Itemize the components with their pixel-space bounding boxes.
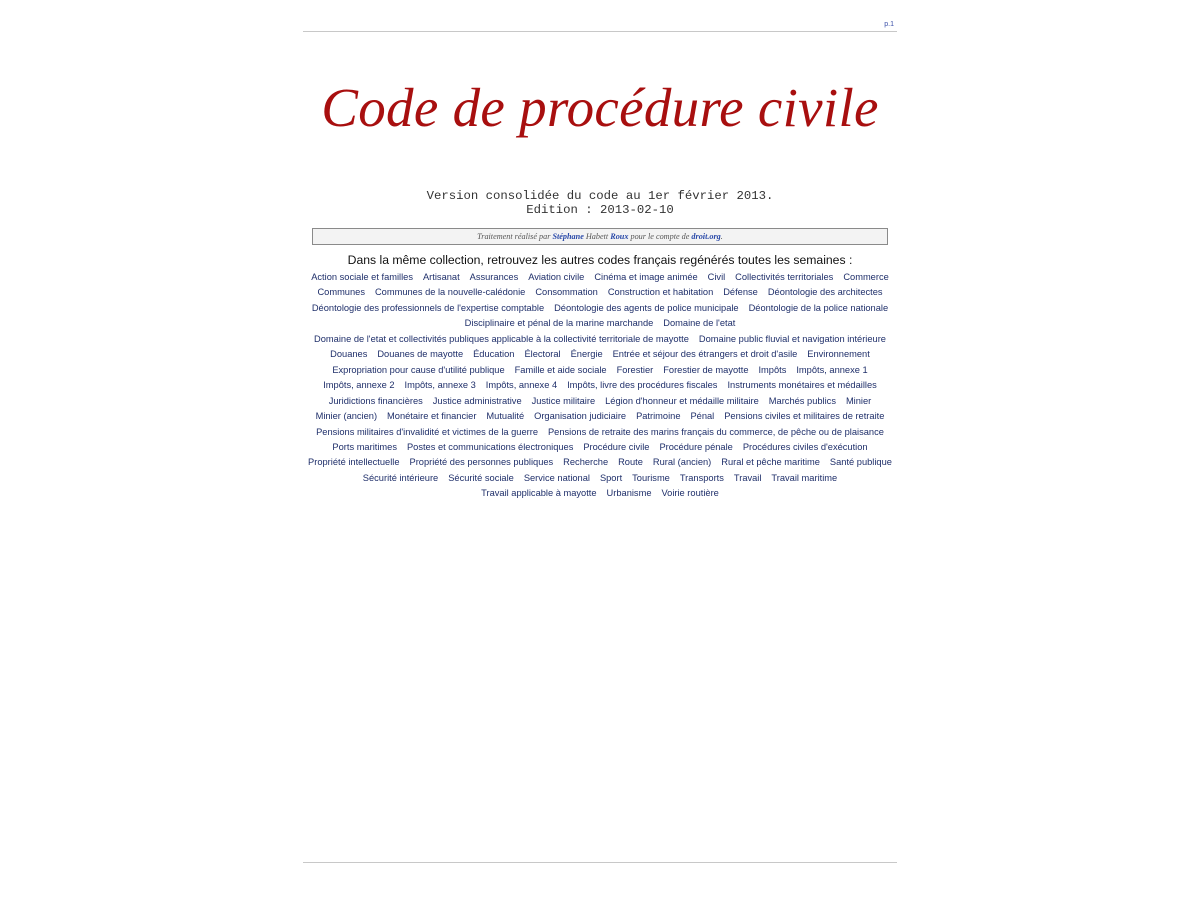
code-link[interactable]: Travail xyxy=(733,472,762,483)
credit-prefix: Traitement réalisé par xyxy=(477,232,551,241)
code-link[interactable]: Recherche xyxy=(563,457,609,468)
author-last-link[interactable]: Roux xyxy=(610,232,629,241)
code-link[interactable]: Impôts, annexe 1 xyxy=(796,364,868,375)
code-link[interactable]: Instruments monétaires et médailles xyxy=(727,380,877,391)
code-link[interactable]: Sport xyxy=(599,472,623,483)
edition-line: Edition : 2013-02-10 xyxy=(526,203,674,217)
site-link[interactable]: droit.org xyxy=(691,232,721,241)
collection-heading: Dans la même collection, retrouvez les autres codes français regénérés toutes les semaines : xyxy=(347,253,853,267)
code-link[interactable]: Pensions militaires d'invalidité et victimes de la guerre xyxy=(316,426,539,437)
code-link[interactable]: Famille et aide sociale xyxy=(514,364,607,375)
code-link[interactable]: Travail maritime xyxy=(771,472,838,483)
code-link[interactable]: Minier (ancien) xyxy=(315,411,378,422)
code-link[interactable]: Électoral xyxy=(524,349,561,360)
code-link[interactable]: Déontologie des agents de police municipale xyxy=(554,302,739,313)
version-line: Version consolidée du code au 1er février 2013. xyxy=(426,189,774,203)
code-link[interactable]: Action sociale et familles xyxy=(311,272,413,282)
code-link[interactable]: Impôts, livre des procédures fiscales xyxy=(567,380,718,391)
code-link[interactable]: Mutualité xyxy=(486,411,525,422)
code-link[interactable]: Pénal xyxy=(690,411,715,422)
code-link[interactable]: Civil xyxy=(707,272,726,282)
code-link[interactable]: Organisation judiciaire xyxy=(534,411,627,422)
code-link[interactable]: Impôts, annexe 2 xyxy=(323,380,395,391)
code-link[interactable]: Impôts xyxy=(758,364,787,375)
code-link[interactable]: Monétaire et financier xyxy=(387,411,477,422)
code-link[interactable]: Commerce xyxy=(843,272,889,282)
code-link[interactable]: Collectivités territoriales xyxy=(735,272,834,282)
code-link[interactable]: Construction et habitation xyxy=(607,287,714,298)
code-link[interactable]: Consommation xyxy=(535,287,598,298)
footer-rule xyxy=(303,862,897,863)
code-link[interactable]: Cinéma et image animée xyxy=(594,272,698,282)
code-link[interactable]: Sécurité intérieure xyxy=(362,472,439,483)
code-link[interactable]: Impôts, annexe 3 xyxy=(404,380,476,391)
code-list xyxy=(303,270,897,502)
code-link[interactable]: Domaine de l'etat xyxy=(663,318,736,329)
code-link[interactable]: Propriété intellectuelle xyxy=(308,457,400,468)
code-link[interactable]: Douanes xyxy=(330,349,368,360)
code-link[interactable]: Forestier xyxy=(616,364,654,375)
code-link[interactable]: Sécurité sociale xyxy=(448,472,514,483)
code-link[interactable]: Domaine public fluvial et navigation intérieure xyxy=(698,333,886,344)
header-rule xyxy=(303,31,897,32)
code-link[interactable]: Éducation xyxy=(473,349,515,360)
author-first-link[interactable]: Stéphane xyxy=(552,232,584,241)
code-link[interactable]: Voirie routière xyxy=(661,488,719,499)
code-link[interactable]: Travail applicable à mayotte xyxy=(481,488,597,499)
code-link[interactable]: Artisanat xyxy=(422,272,460,282)
code-link[interactable]: Légion d'honneur et médaille militaire xyxy=(605,395,759,406)
code-link[interactable]: Propriété des personnes publiques xyxy=(409,457,554,468)
document-title: Code de procédure civile xyxy=(321,77,879,138)
code-link[interactable]: Douanes de mayotte xyxy=(377,349,464,360)
page-number: p.1 xyxy=(884,21,894,28)
code-link[interactable]: Marchés publics xyxy=(768,395,836,406)
version-block xyxy=(303,189,897,217)
code-link[interactable]: Environnement xyxy=(807,349,870,360)
code-link[interactable]: Forestier de mayotte xyxy=(663,364,749,375)
author-middle: Habett xyxy=(585,232,609,241)
code-link[interactable]: Route xyxy=(618,457,643,468)
code-link[interactable]: Tourisme xyxy=(632,472,670,483)
credit-suffix: . xyxy=(720,232,723,241)
code-link[interactable]: Pensions de retraite des marins français du commerce, de pêche ou de plaisance xyxy=(547,426,884,437)
code-link[interactable]: Justice administrative xyxy=(432,395,522,406)
code-link[interactable]: Impôts, annexe 4 xyxy=(485,380,558,391)
code-link[interactable]: Aviation civile xyxy=(528,272,585,282)
code-link[interactable]: Minier xyxy=(845,395,872,406)
code-link[interactable]: Énergie xyxy=(570,349,603,360)
code-link[interactable]: Ports maritimes xyxy=(332,441,397,452)
code-link[interactable]: Déontologie des professionnels de l'expertise comptable xyxy=(311,302,545,313)
code-link[interactable]: Domaine de l'etat et collectivités publiques applicable à la collectivité territoriale de mayotte xyxy=(314,333,689,344)
code-link[interactable]: Rural (ancien) xyxy=(652,457,712,468)
code-link[interactable]: Justice militaire xyxy=(531,395,596,406)
code-link[interactable]: Assurances xyxy=(469,272,519,282)
credit-box xyxy=(312,228,888,245)
code-link[interactable]: Rural et pêche maritime xyxy=(721,457,820,468)
code-link[interactable]: Procédure civile xyxy=(583,441,650,452)
code-link[interactable]: Procédures civiles d'exécution xyxy=(742,441,868,452)
code-link[interactable]: Déontologie des architectes xyxy=(767,287,883,298)
code-link[interactable]: Service national xyxy=(523,472,590,483)
code-link[interactable]: Patrimoine xyxy=(636,411,681,422)
code-link[interactable]: Disciplinaire et pénal de la marine marchande xyxy=(464,318,654,329)
code-link[interactable]: Entrée et séjour des étrangers et droit d'asile xyxy=(612,349,798,360)
code-link[interactable]: Transports xyxy=(679,472,724,483)
code-link[interactable]: Expropriation pour cause d'utilité publique xyxy=(332,364,505,375)
code-link[interactable]: Procédure pénale xyxy=(659,441,733,452)
code-link[interactable]: Pensions civiles et militaires de retraite xyxy=(724,411,885,422)
code-link[interactable]: Défense xyxy=(723,287,758,298)
code-link[interactable]: Urbanisme xyxy=(606,488,652,499)
document-page xyxy=(303,0,897,900)
code-link[interactable]: Santé publique xyxy=(829,457,892,468)
code-link[interactable]: Communes xyxy=(317,287,365,298)
code-link[interactable]: Postes et communications électroniques xyxy=(406,441,574,452)
code-link[interactable]: Communes de la nouvelle-calédonie xyxy=(374,287,526,298)
code-link[interactable]: Juridictions financières xyxy=(328,395,423,406)
code-link[interactable]: Déontologie de la police nationale xyxy=(748,302,889,313)
credit-middle: pour le compte de xyxy=(630,232,690,241)
